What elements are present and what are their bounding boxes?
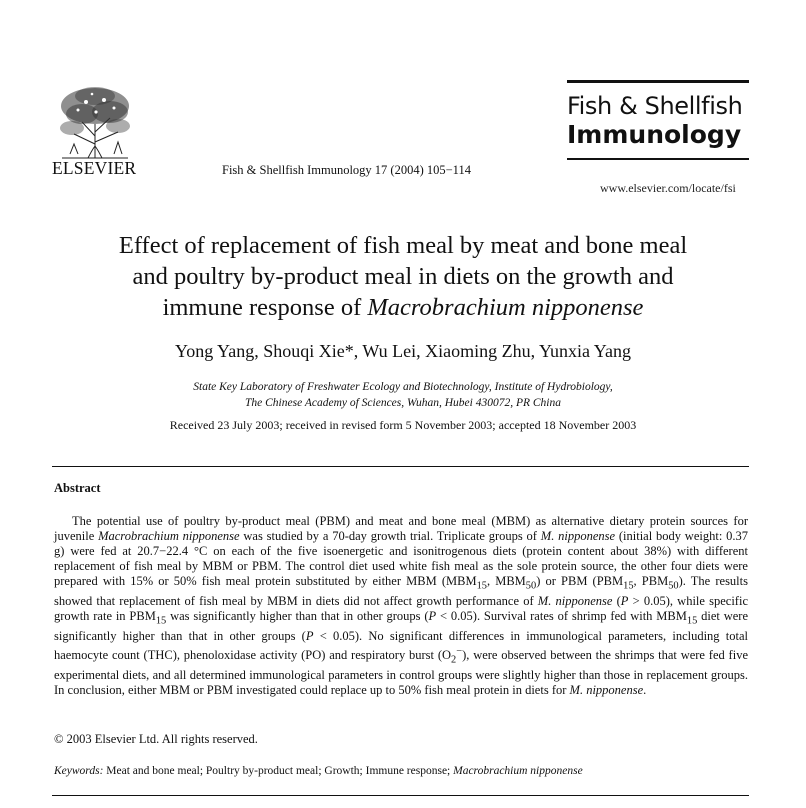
species-name: M. nipponense <box>537 593 613 608</box>
abstract-text: was significantly higher than that in other groups ( <box>166 609 429 624</box>
divider-bottom <box>52 795 749 796</box>
subscript: 15 <box>155 615 167 627</box>
title-line-2: and poultry by-product meal in diets on the growth and <box>132 263 674 290</box>
received-dates: Received 23 July 2003; received in revised form 5 November 2003; accepted 18 November 2003 <box>169 418 637 432</box>
affiliation <box>40 379 766 411</box>
author-list: Yong Yang, Shouqi Xie*, Wu Lei, Xiaoming Zhu, Yunxia Yang <box>175 341 631 361</box>
journal-title-block <box>567 80 749 160</box>
p-value-symbol: P <box>305 628 314 643</box>
subscript: 50 <box>525 580 537 592</box>
abstract-text: The potential use of poultry by-product meal (PBM) and meat and bone meal (MBM) as alternative dietary protein sources for juvenile <box>54 514 748 544</box>
abstract-text: ( <box>612 593 621 608</box>
affiliation-line-1: State Key Laboratory of Freshwater Ecology and Biotechnology, Institute of Hydrobiology, <box>193 381 613 393</box>
p-value-symbol: P <box>620 593 629 608</box>
subscript: 50 <box>668 580 679 592</box>
subscript: 15 <box>686 615 698 627</box>
keywords-label: Keywords: <box>54 765 104 777</box>
species-name: M. nipponense <box>540 529 616 544</box>
abstract-text: < 0.05). Survival rates of shrimp fed with MBM <box>436 609 687 624</box>
abstract-text: ). The results showed that replacement of fish meal by MBM in diets did not affect growth performance of <box>54 574 748 608</box>
abstract-text: , MBM <box>486 574 526 589</box>
copyright-notice: © 2003 Elsevier Ltd. All rights reserved. <box>54 732 258 746</box>
abstract-text: (initial body weight: 0.37 g) were fed at 20.7−22.4 °C on each of the five isoenergetic and isonitrogenous diets (protein content about 38%) with different replacement of fish meal by MBM or PBM. The control diet used white fish meal as the sole protein source, the other four diets were prepared with 15% or 50% fish meal protein substituted by either MBM (MBM <box>54 529 748 589</box>
abstract-text: diet were significantly higher than that in other groups ( <box>54 609 748 643</box>
keywords-text: Meat and bone meal; Poultry by-product meal; Growth; Immune response; <box>103 765 454 777</box>
species-name: Macrobrachium nipponense <box>98 529 240 544</box>
abstract-text: ), were observed between the shrimps that were fed five experimental diets, and all determined immunological parameters in control groups were slightly higher than those in replacement groups. In conclusion, either MBM or PBM investigated could replace up to 50% fish meal protein in diets for <box>54 647 748 697</box>
subscript: 15 <box>623 580 634 592</box>
p-value-symbol: P <box>428 609 437 624</box>
title-line-3-prefix: immune response of <box>162 294 368 321</box>
keywords <box>54 765 583 777</box>
keywords-species: Macrobrachium nipponense <box>453 765 583 777</box>
affiliation-line-2: The Chinese Academy of Sciences, Wuhan, Hubei 430072, PR China <box>245 397 561 409</box>
subscript: 2 <box>451 654 457 666</box>
journal-url-link[interactable]: www.elsevier.com/locate/fsi <box>600 181 736 195</box>
abstract-paragraph <box>54 514 748 698</box>
abstract-body <box>54 514 748 698</box>
superscript: − <box>456 645 463 657</box>
species-name: M. nipponense <box>569 682 644 697</box>
journal-name-line2: Immunology <box>567 120 742 149</box>
title-line-3 <box>40 292 766 323</box>
abstract-text: was studied by a 70-day growth trial. Triplicate groups of <box>239 529 541 544</box>
abstract-text: ) or PBM (PBM <box>536 574 624 589</box>
journal-name-line1: Fish & Shellfish <box>567 92 743 120</box>
title-line-1: Effect of replacement of fish meal by meat and bone meal <box>118 232 688 259</box>
subscript: 15 <box>476 580 487 592</box>
abstract-text: < 0.05). No significant differences in immunological parameters, including total haemocyte count (THC), phenoloxidase activity (PO) and respiratory burst (O <box>54 628 748 662</box>
publisher-name: ELSEVIER <box>52 158 137 178</box>
abstract-heading: Abstract <box>54 481 101 495</box>
abstract-text: > 0.05), while specific growth rate in PBM <box>54 593 748 624</box>
abstract-text: , PBM <box>633 574 669 589</box>
journal-rule-top <box>567 80 749 83</box>
journal-rule-bottom <box>567 158 749 160</box>
abstract-text: . <box>643 682 647 697</box>
article-title <box>40 230 766 323</box>
title-species: Macrobrachium nipponense <box>367 294 644 321</box>
divider-top <box>52 466 749 467</box>
journal-citation: Fish & Shellfish Immunology 17 (2004) 105−114 <box>222 163 471 177</box>
